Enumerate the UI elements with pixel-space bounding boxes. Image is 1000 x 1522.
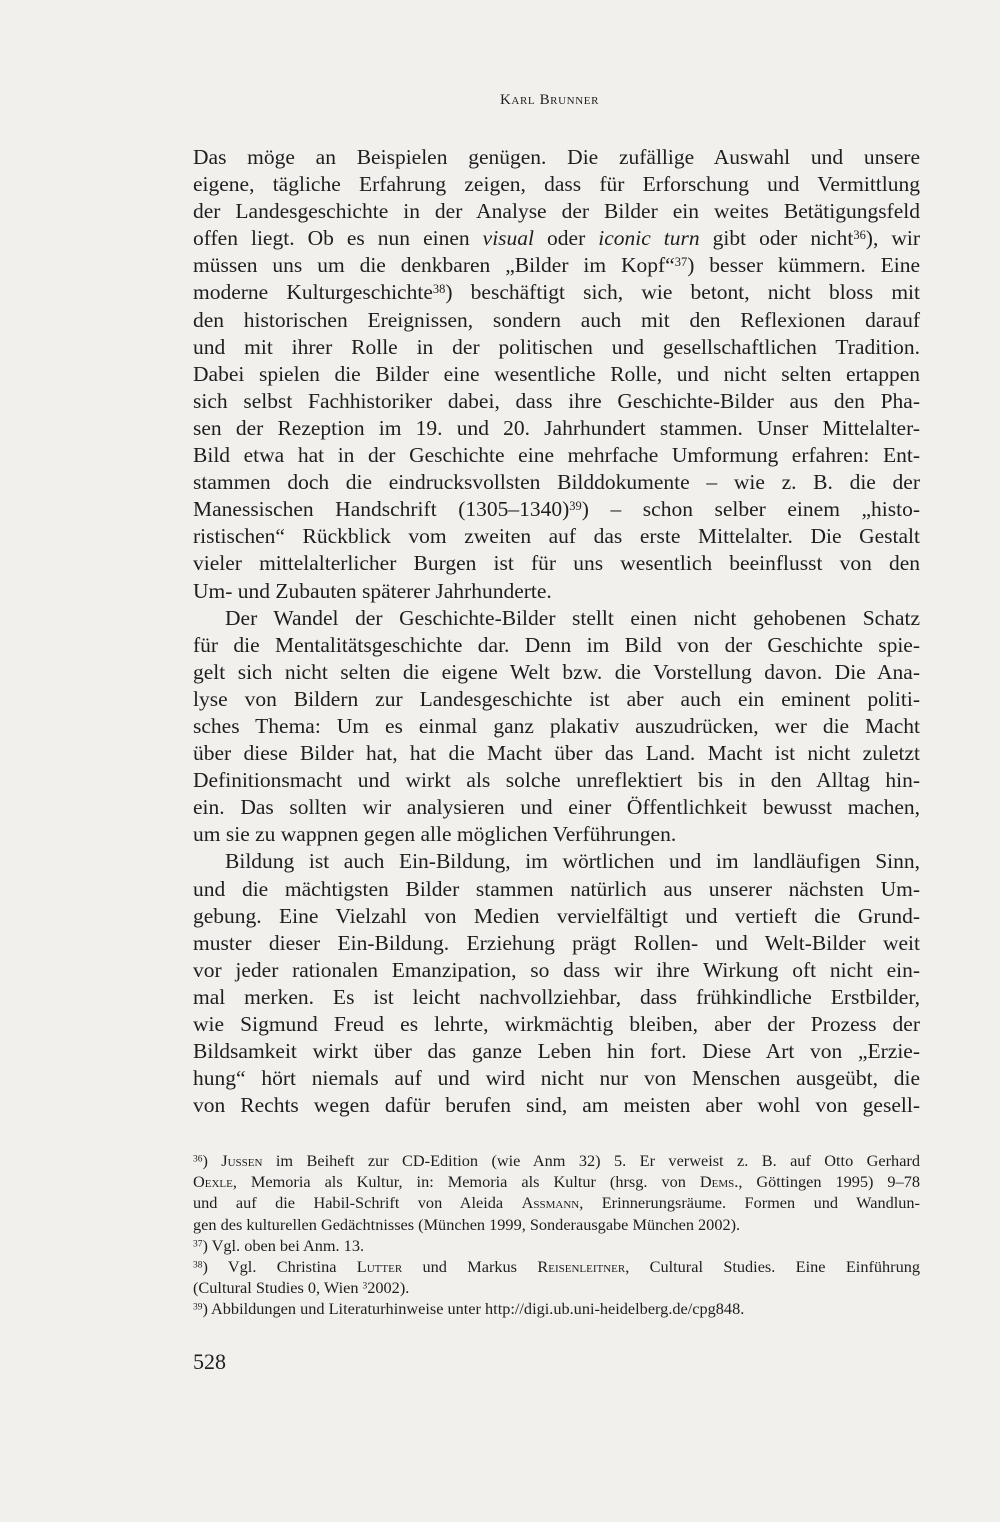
text-line: eigene, tägliche Erfahrung zeigen, dass für Erforschung und Vermittlung <box>193 172 920 197</box>
text-line: Bild etwa hat in der Geschichte eine mehrfache Umformung erfahren: Ent- <box>193 443 920 468</box>
text-line: sches Thema: Um es einmal ganz plakativ auszudrücken, wer die Macht <box>193 713 920 738</box>
text-line: und mit ihrer Rolle in der politischen und gesellschaftlichen Tradition. <box>193 334 920 359</box>
text-line: vieler mittelalterlicher Burgen ist für uns wesentlich beeinflusst von den <box>193 551 920 576</box>
footnote-ref-37[interactable]: 37 <box>674 255 688 270</box>
footnote-36-cont: und auf die Habil-Schrift von Aleida Assmann, Erinnerungsräume. Formen und Wandlun- <box>193 1193 920 1213</box>
text-line: Definitionsmacht und wirkt als solche unreflektiert bis in den Alltag hin- <box>193 768 920 793</box>
footnote-39: $^{39}$) Abbildungen und Literaturhinweise unter http://digi.ub.uni-heidelberg.de/cpg848. <box>193 1299 745 1319</box>
text-line: muster dieser Ein-Bildung. Erziehung prägt Rollen- und Welt-Bilder weit <box>193 930 920 955</box>
text-line: über diese Bilder hat, hat die Macht über das Land. Macht ist nicht zuletzt <box>193 741 920 766</box>
text-line: um sie zu wappnen gegen alle möglichen Verführungen. <box>193 822 677 847</box>
text-line: Bildsamkeit wirkt über das ganze Leben hin fort. Diese Art von „Erzie- <box>193 1039 920 1064</box>
footnote-36-cont: gen des kulturellen Gedächtnisses (München 1999, Sonderausgabe München 2002). <box>193 1214 741 1234</box>
footnote-36-cont: Oexle, Memoria als Kultur, in: Memoria als Kultur (hrsg. von Dems., Göttingen 1995) 9–78 <box>193 1172 920 1192</box>
footnote-ref-39[interactable]: 39 <box>569 498 582 513</box>
footnote-39-link[interactable]: ) Abbildungen und Literaturhinweise unter http://digi.ub.uni-heidelberg.de/cpg848. <box>202 1299 745 1319</box>
running-head: Karl Brunner <box>500 92 600 108</box>
text-line: sen der Rezeption im 19. und 20. Jahrhundert stammen. Unser Mittelalter- <box>193 415 920 440</box>
text-line: Manessischen Handschrift (1305–1340)$^{39}$) – schon selber einem „histo- <box>193 497 920 522</box>
text-line: mal merken. Es ist leicht nachvollziehbar, dass frühkindliche Erstbilder, <box>193 984 920 1009</box>
text-line: sich selbst Fachhistoriker dabei, dass ihre Geschichte-Bilder aus den Pha- <box>193 388 920 413</box>
emphasis-visual: visual <box>482 226 535 251</box>
text-line: gelt sich nicht selten die eigene Welt bzw. die Vorstellung davon. Die Ana- <box>193 659 920 684</box>
text-line: wie Sigmund Freud es lehrte, wirkmächtig bleiben, aber der Prozess der <box>193 1012 920 1036</box>
text-line: Das möge an Beispielen genügen. Die zufällige Auswahl und unsere <box>193 145 920 169</box>
footnote-37: $^{37}$) Vgl. oben bei Anm. 13. <box>193 1235 365 1255</box>
footnote-38-cont: (Cultural Studies 0, Wien $^3$2002). <box>193 1278 410 1298</box>
text-line: Bildung ist auch Ein-Bildung, im wörtlichen und im landläufigen Sinn, <box>225 849 920 874</box>
text-line: und die mächtigsten Bilder stammen natürlich aus unserer nächsten Um- <box>193 876 920 901</box>
text-line: den historischen Ereignissen, sondern auch mit den Reflexionen darauf <box>193 307 920 332</box>
text-line: ein. Das sollten wir analysieren und einer Öffentlichkeit bewusst machen, <box>193 795 920 820</box>
emphasis-iconic-turn: iconic turn <box>598 226 700 251</box>
footnote-ref-36[interactable]: 36 <box>853 228 866 243</box>
footnote-36: $^{36}$) Jussen im Beiheft zur CD-Edition (wie Anm 32) 5. Er verweist z. B. auf Otto Gerhard <box>193 1151 920 1170</box>
text-line: ristischen“ Rückblick vom zweiten auf das erste Mittelalter. Die Gestalt <box>193 524 920 549</box>
body-text <box>193 144 920 1119</box>
text-line: Der Wandel der Geschichte-Bilder stellt einen nicht gehobenen Schatz <box>225 605 920 630</box>
page-number: 528 <box>193 1349 226 1374</box>
footnotes <box>193 1150 920 1320</box>
text-line: stammen doch die eindrucksvollsten Bilddokumente – wie z. B. die der <box>193 470 920 495</box>
footnote-ref-38[interactable]: 38 <box>432 282 446 297</box>
text-line: müssen uns um die denkbaren „Bilder im Kopf“$^{37}$) besser kümmern. Eine <box>193 253 920 278</box>
text-line: Dabei spielen die Bilder eine wesentliche Rolle, und nicht selten ertappen <box>193 361 920 386</box>
text-line: hung“ hört niemals auf und wird nicht nur von Menschen ausgeübt, die <box>193 1066 920 1091</box>
text-line: moderne Kulturgeschichte$^{38}$) beschäftigt sich, wie betont, nicht bloss mit <box>193 280 920 305</box>
text-line: Um- und Zubauten späterer Jahrhunderte. <box>193 578 552 603</box>
text-line: für die Mentalitätsgeschichte dar. Denn im Bild von der Geschichte spie- <box>193 632 920 657</box>
text-line: vor jeder rationalen Emanzipation, so dass wir ihre Wirkung oft nicht ein- <box>193 957 920 982</box>
text-line: offen liegt. Ob es nun einen visual oder iconic turn gibt oder nicht$^{36}$), wir <box>193 226 921 251</box>
text-line: von Rechts wegen dafür berufen sind, am meisten aber wohl von gesell- <box>193 1093 920 1118</box>
text-line: lyse von Bildern zur Landesgeschichte ist aber auch ein eminent politi- <box>193 686 920 711</box>
text-line: der Landesgeschichte in der Analyse der Bilder ein weites Betätigungsfeld <box>193 199 920 224</box>
footnote-38: $^{38}$) Vgl. Christina Lutter und Markus Reisenleitner, Cultural Studies. Eine Einführung <box>193 1257 921 1277</box>
text-line: gebung. Eine Vielzahl von Medien vervielfältigt und vertieft die Grund- <box>193 903 920 928</box>
